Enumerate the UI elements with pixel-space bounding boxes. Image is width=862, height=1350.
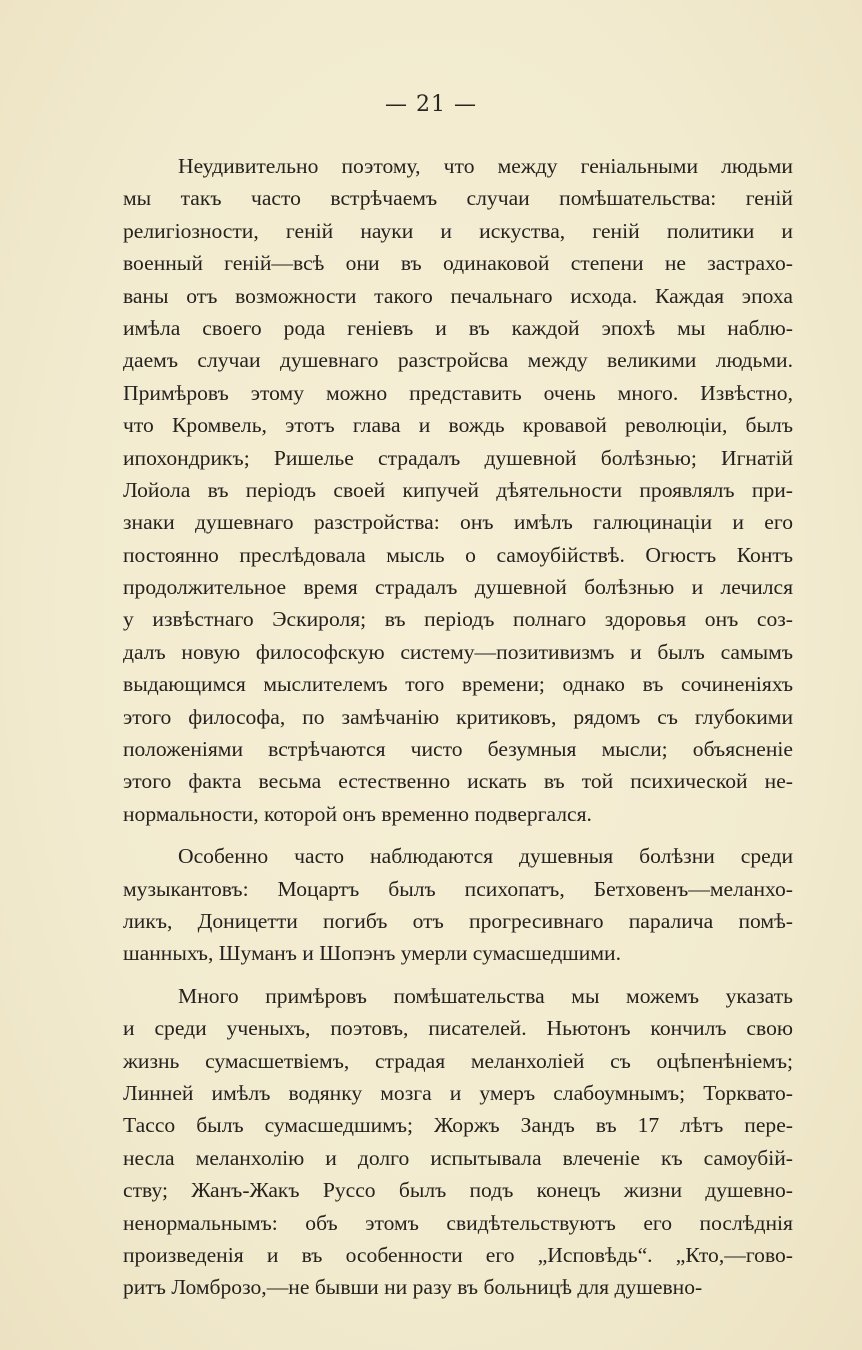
text-line: религіозности, геній науки и искуства, геній политики и bbox=[123, 218, 793, 243]
text-line: этого философа, по замѣчанію критиковъ, рядомъ съ глубокими bbox=[123, 704, 793, 729]
text-line: музыкантовъ: Моцартъ былъ психопатъ, Бетховенъ—меланхо- bbox=[123, 876, 793, 901]
paragraph bbox=[123, 980, 793, 1304]
text-line: военный геній—всѣ они въ одинаковой степени не застрахо- bbox=[123, 251, 793, 276]
text-line: положеніями встрѣчаются чисто безумныя мысли; объясненіе bbox=[123, 737, 793, 762]
text-line: ритъ Ломброзо,—не бывши ни разу въ больницѣ для душевно- bbox=[123, 1275, 703, 1300]
text-line: Много примѣровъ помѣшательства мы можемъ указать bbox=[178, 983, 793, 1008]
text-line: ипохондрикъ; Ришелье страдалъ душевной болѣзнью; Игнатій bbox=[123, 445, 793, 470]
text-line: продолжительное время страдалъ душевной болѣзнью и лечился bbox=[123, 575, 793, 600]
text-line: ваны отъ возможности такого печальнаго исхода. Каждая эпоха bbox=[123, 283, 793, 308]
text-line: этого факта весьма естественно искать въ той психической не- bbox=[123, 769, 793, 794]
text-line: что Кромвель, этотъ глава и вождь кровавой революціи, былъ bbox=[123, 413, 793, 438]
text-line: нормальности, которой онъ временно подвергался. bbox=[123, 801, 592, 826]
text-line: Лойола въ періодъ своей кипучей дѣятельности проявлялъ при- bbox=[123, 477, 793, 502]
text-line: постоянно преслѣдовала мысль о самоубійствѣ. Огюстъ Контъ bbox=[123, 542, 793, 567]
text-line: ненормальнымъ: объ этомъ свидѣтельствуютъ его послѣднія bbox=[123, 1210, 793, 1235]
text-line: ликъ, Доницетти погибъ отъ прогресивнаго паралича помѣ- bbox=[123, 908, 793, 933]
text-line: имѣла своего рода геніевъ и въ каждой эпохѣ мы наблю- bbox=[123, 315, 793, 340]
text-line: у извѣстнаго Эскироля; въ періодъ полнаго здоровья онъ соз- bbox=[123, 607, 793, 632]
text-line: выдающимся мыслителемъ того времени; однако въ сочиненіяхъ bbox=[123, 672, 793, 697]
text-line: и среди ученыхъ, поэтовъ, писателей. Ньютонъ кончилъ свою bbox=[123, 1016, 793, 1041]
text-line: знаки душевнаго разстройства: онъ имѣлъ галюцинаціи и его bbox=[123, 510, 793, 535]
text-line: даемъ случаи душевнаго разстройсва между великими людьми. bbox=[123, 348, 793, 373]
text-line: Неудивительно поэтому, что между геніальными людьми bbox=[178, 154, 793, 178]
text-line: жизнь сумасшетвіемъ, страдая меланхоліей съ оцѣпенѣніемъ; bbox=[123, 1048, 793, 1073]
text-line: далъ новую философскую систему—позитивизмъ и былъ самымъ bbox=[123, 639, 793, 664]
text-line: шанныхъ, Шуманъ и Шопэнъ умерли сумасшедшими. bbox=[123, 941, 621, 966]
text-line: Линней имѣлъ водянку мозга и умеръ слабоумнымъ; Торквато- bbox=[123, 1080, 793, 1105]
text-line: ству; Жанъ-Жакъ Руссо былъ подъ конецъ жизни душевно- bbox=[123, 1178, 793, 1203]
text-line: Особенно часто наблюдаются душевныя болѣзни среди bbox=[178, 844, 793, 869]
body-text bbox=[123, 150, 793, 1304]
text-line: Тассо былъ сумасшедшимъ; Жоржъ Зандъ въ 17 лѣтъ пере- bbox=[123, 1113, 793, 1138]
paragraph bbox=[123, 840, 793, 970]
paragraph bbox=[123, 150, 793, 830]
text-line: Примѣровъ этому можно представить очень много. Извѣстно, bbox=[123, 380, 793, 405]
text-line: произведенія и въ особенности его „Исповѣдь“. „Кто,—гово- bbox=[123, 1242, 793, 1267]
text-line: мы такъ часто встрѣчаемъ случаи помѣшательства: геній bbox=[123, 186, 793, 211]
text-line: несла меланхолію и долго испытывала влеченіе къ самоубій- bbox=[123, 1145, 793, 1170]
page-number: — 21 — bbox=[385, 92, 477, 117]
